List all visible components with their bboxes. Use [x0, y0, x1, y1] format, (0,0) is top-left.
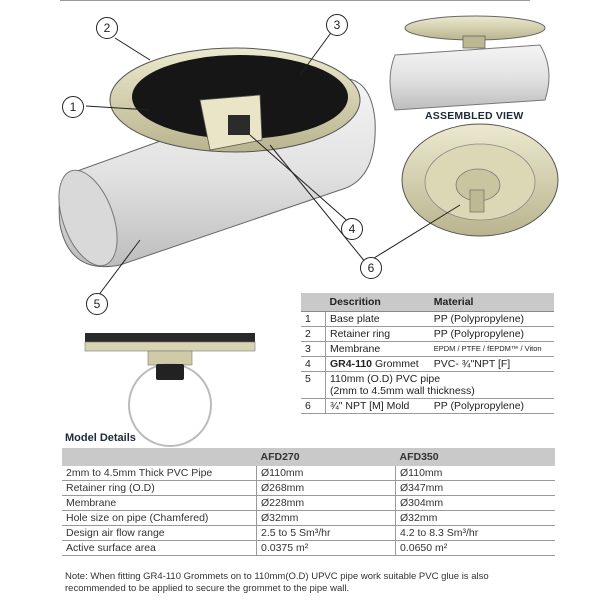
parts-header-material: Material [430, 293, 554, 312]
table-row: Design air flow range 2.5 to 5 Sm³/hr 4.2 to 8.3 Sm³/hr [62, 526, 555, 541]
table-row: 2 Retainer ring PP (Polypropylene) [301, 327, 554, 342]
fitting-note: Note: When fitting GR4-110 Grommets on to 110mm(O.D) UPVC pipe work suitable PVC glue is also recommended to be applied to secure the grommet to the pipe wall. [65, 571, 489, 594]
model-header-afd270: AFD270 [257, 448, 396, 466]
callout-4: 4 [341, 218, 363, 240]
parts-header-description: Descrition [326, 293, 430, 312]
assembled-view-illustration [390, 16, 549, 110]
table-row: Membrane Ø228mm Ø304mm [62, 496, 555, 511]
table-row: 4 GR4-110 Grommet PVC- ¾"NPT [F] [301, 357, 554, 372]
callout-6: 6 [360, 257, 382, 279]
table-row: Hole size on pipe (Chamfered) Ø32mm Ø32mm [62, 511, 555, 526]
model-details-table [62, 448, 555, 556]
callout-1: 1 [62, 96, 84, 118]
table-row: Active surface area 0.0375 m² 0.0650 m² [62, 541, 555, 556]
table-row: 3 Membrane EPDM / PTFE / fEPDM™ / Viton [301, 342, 554, 357]
model-header-afd350: AFD350 [396, 448, 556, 466]
table-row: 6 ¾" NPT [M] Mold PP (Polypropylene) [301, 399, 554, 414]
table-row: Retainer ring (O.D) Ø268mm Ø347mm [62, 481, 555, 496]
assembled-view-label: ASSEMBLED VIEW [425, 110, 524, 122]
table-row: 5 110mm (O.D) PVC pipe (2mm to 4.5mm wall thickness) [301, 372, 554, 399]
parts-table [301, 293, 554, 414]
callout-5: 5 [86, 293, 108, 315]
table-row: 1 Base plate PP (Polypropylene) [301, 312, 554, 327]
diffuser-exploded [110, 48, 360, 152]
table-row: 2mm to 4.5mm Thick PVC Pipe Ø110mm Ø110mm [62, 466, 555, 481]
model-details-title: Model Details [65, 432, 136, 444]
callout-3: 3 [326, 14, 348, 36]
parts-header-num [301, 293, 326, 312]
callout-2: 2 [96, 17, 118, 39]
diffuser-underside-illustration [402, 124, 558, 236]
